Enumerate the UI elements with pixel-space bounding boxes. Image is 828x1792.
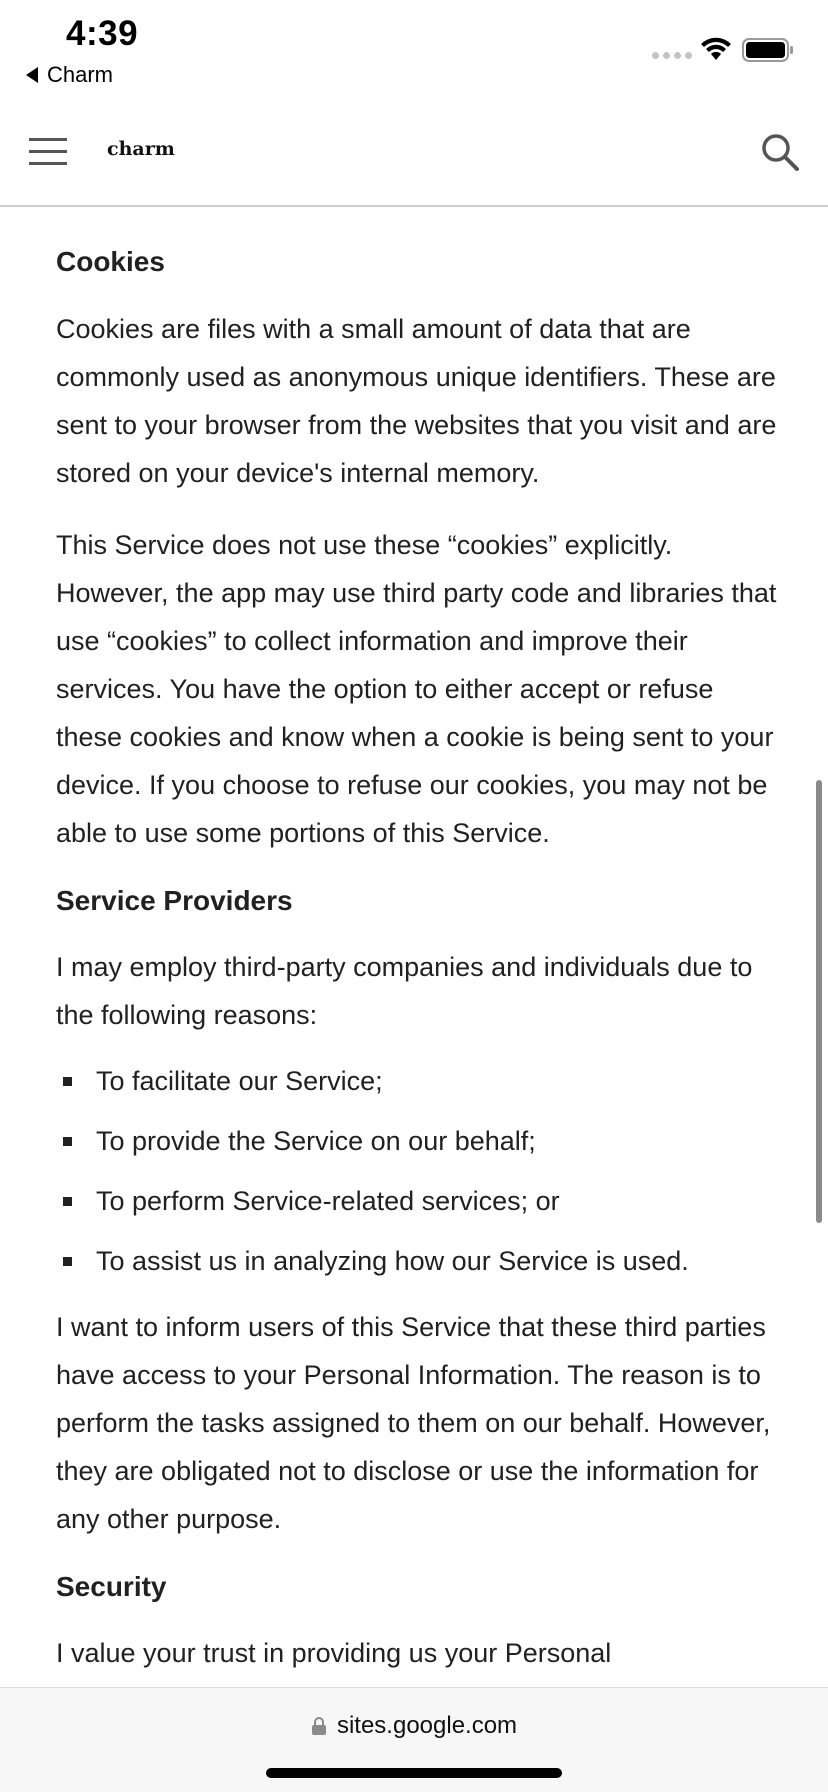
back-arrow-icon <box>26 67 38 83</box>
list-item: To provide the Service on our behalf; <box>56 1111 784 1171</box>
cookies-heading: Cookies <box>56 246 165 277</box>
browser-url-bar[interactable] <box>0 1687 828 1792</box>
list-item: To perform Service-related services; or <box>56 1171 784 1231</box>
site-header <box>0 96 828 207</box>
lock-icon <box>311 1716 327 1736</box>
battery-icon <box>742 38 794 62</box>
cellular-signal-icon <box>652 52 692 59</box>
status-time: 4:39 <box>66 14 139 53</box>
scrollbar-thumb[interactable] <box>816 780 822 1223</box>
wifi-icon <box>699 36 733 62</box>
provider-reasons-list <box>56 1051 784 1291</box>
cookies-paragraph-1: Cookies are files with a small amount of data that are commonly used as anonymous unique identifiers. These are sent to your browser from the websites that you visit and are stored on your device's internal memory. <box>56 314 777 488</box>
service-providers-access-paragraph: I want to inform users of this Service that these third parties have access to your Personal Information. The reason is to perform the tasks assigned to them on our behalf. However, they are obligated not to disclose or use the information for any other purpose. <box>56 1312 771 1534</box>
back-app-label: Charm <box>47 62 114 87</box>
service-providers-heading: Service Providers <box>56 885 293 916</box>
cookies-paragraph-2: This Service does not use these “cookies” explicitly. However, the app may use third party code and libraries that use “cookies” to collect information and improve their services. You have the option to either accept or refuse these cookies and know when a cookie is being sent to your device. If you choose to refuse our cookies, you may not be able to use some portions of this Service. <box>56 530 777 848</box>
back-to-app-button[interactable] <box>26 62 113 88</box>
search-icon[interactable] <box>760 132 800 172</box>
site-logo[interactable]: charm <box>107 138 175 160</box>
list-item: To facilitate our Service; <box>56 1051 784 1111</box>
list-item: To assist us in analyzing how our Service is used. <box>56 1231 784 1291</box>
url-display[interactable] <box>0 1712 828 1740</box>
home-indicator[interactable] <box>266 1768 562 1778</box>
url-text: sites.google.com <box>336 1712 518 1739</box>
service-providers-intro: I may employ third-party companies and individuals due to the following reasons: <box>56 952 753 1030</box>
page-content <box>56 207 784 1687</box>
status-bar <box>0 0 828 96</box>
security-heading: Security <box>56 1571 167 1602</box>
hamburger-menu-icon[interactable] <box>29 138 67 166</box>
security-paragraph: I value your trust in providing us your Personal <box>56 1638 612 1668</box>
